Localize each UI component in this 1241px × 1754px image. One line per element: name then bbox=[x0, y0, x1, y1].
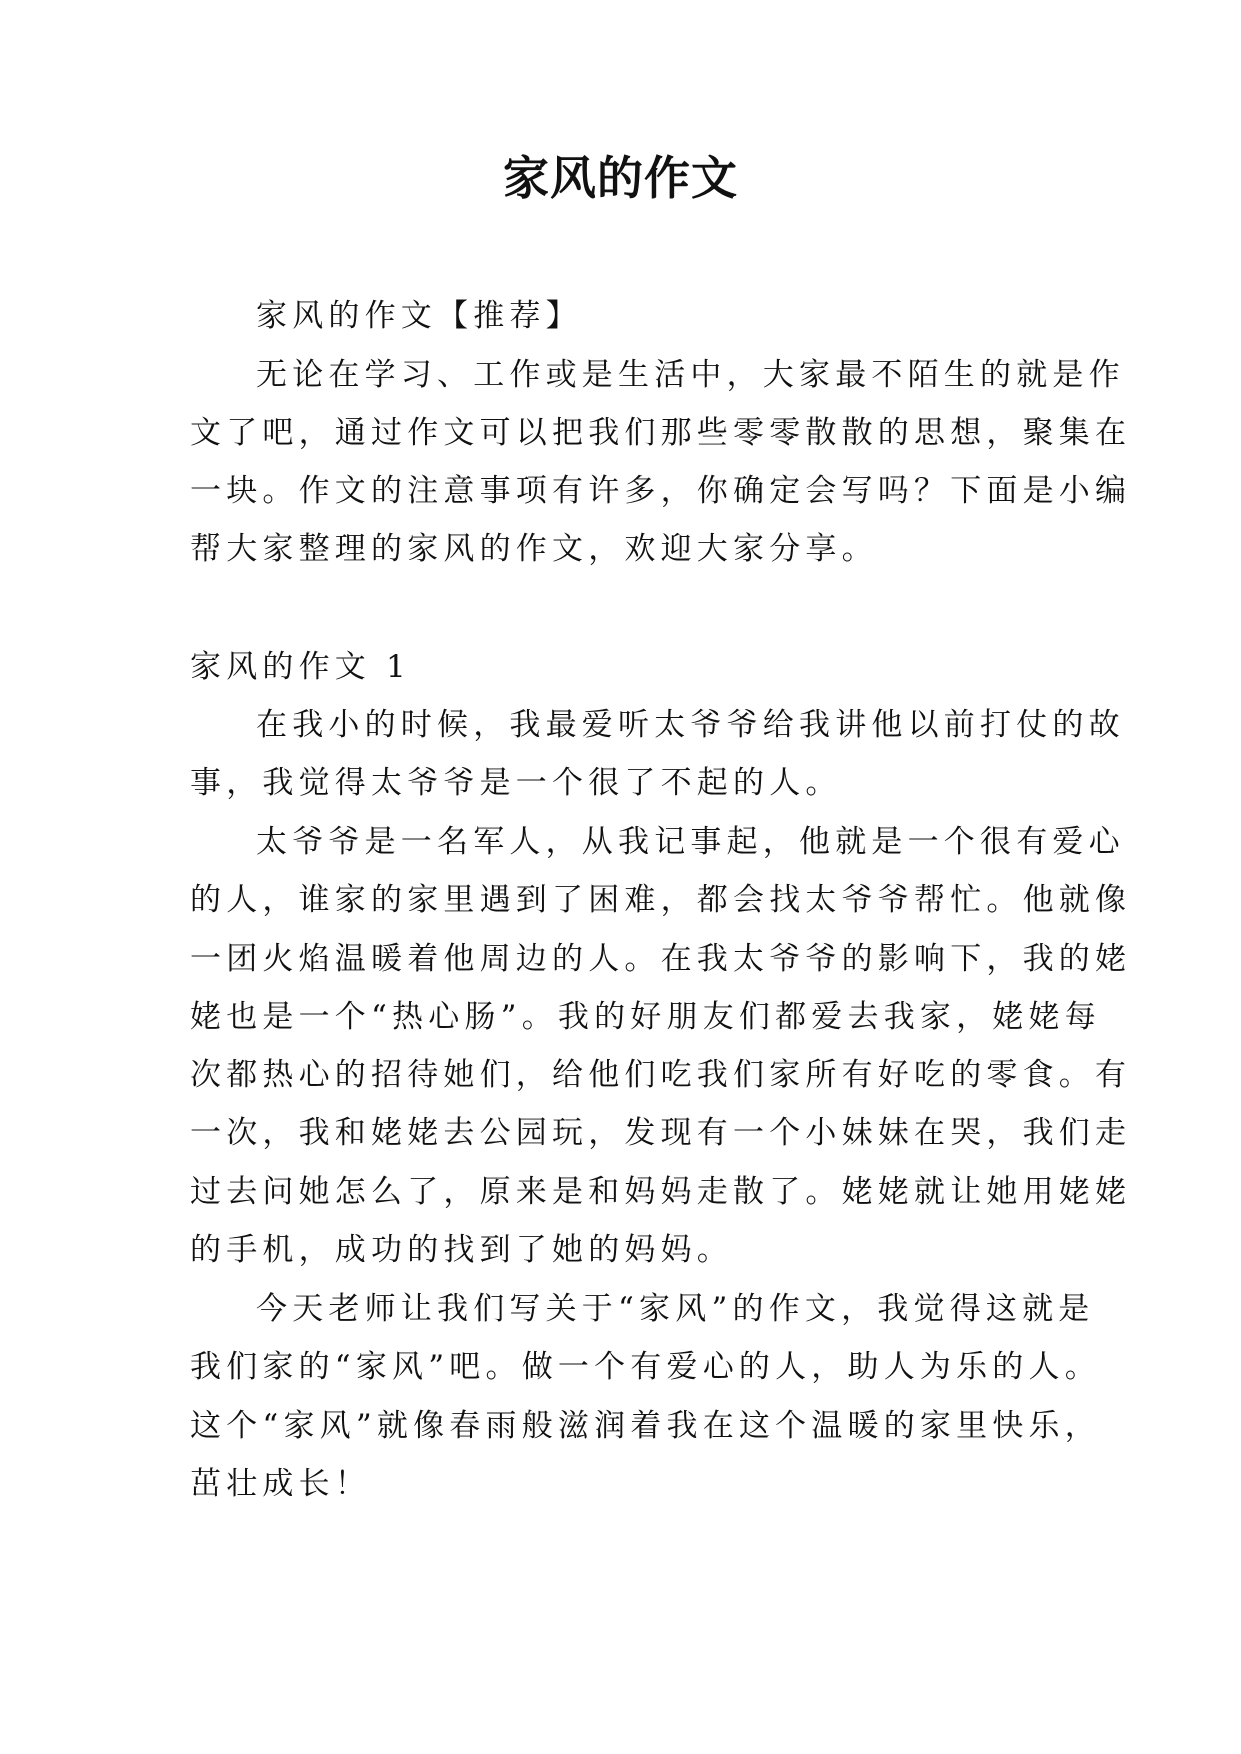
intro-paragraph-line: 帮大家整理的家风的作文，欢迎大家分享。 bbox=[190, 531, 878, 567]
essay-paragraph-line: 过去问她怎么了，原来是和妈妈走散了。姥姥就让她用姥姥 bbox=[190, 1174, 1132, 1210]
essay-paragraph-line: 这个“家风”就像春雨般滋润着我在这个温暖的家里快乐， bbox=[190, 1408, 1101, 1444]
intro-paragraph-line: 一块。作文的注意事项有许多，你确定会写吗？下面是小编 bbox=[190, 473, 1132, 509]
essay-paragraph-line: 在我小的时候，我最爱听太爷爷给我讲他以前打仗的故 bbox=[256, 707, 1125, 743]
essay-paragraph-line: 事，我觉得太爷爷是一个很了不起的人。 bbox=[190, 765, 842, 801]
intro-subtitle: 家风的作文【推荐】 bbox=[256, 298, 582, 334]
essay-paragraph-line: 次都热心的招待她们，给他们吃我们家所有好吃的零食。有 bbox=[190, 1057, 1132, 1093]
intro-paragraph-line: 文了吧，通过作文可以把我们那些零零散散的思想，聚集在 bbox=[190, 415, 1132, 451]
essay-paragraph-line: 我们家的“家风”吧。做一个有爱心的人，助人为乐的人。 bbox=[190, 1349, 1101, 1385]
essay-paragraph-line: 姥也是一个“热心肠”。我的好朋友们都爱去我家，姥姥每 bbox=[190, 999, 1101, 1035]
essay-paragraph-line: 一次，我和姥姥去公园玩，发现有一个小妹妹在哭，我们走 bbox=[190, 1115, 1132, 1151]
essay-paragraph-line: 茁壮成长！ bbox=[190, 1466, 371, 1502]
essay-paragraph-line: 的人，谁家的家里遇到了困难，都会找太爷爷帮忙。他就像 bbox=[190, 882, 1132, 918]
essay-paragraph-line: 今天老师让我们写关于“家风”的作文，我觉得这就是 bbox=[256, 1291, 1095, 1327]
document-title: 家风的作文 bbox=[503, 151, 738, 205]
essay-paragraph-line: 的手机，成功的找到了她的妈妈。 bbox=[190, 1232, 733, 1268]
essay-heading: 家风的作文 1 bbox=[190, 649, 411, 685]
essay-paragraph-line: 太爷爷是一名军人，从我记事起，他就是一个很有爱心 bbox=[256, 824, 1125, 860]
essay-paragraph-line: 一团火焰温暖着他周边的人。在我太爷爷的影响下，我的姥 bbox=[190, 941, 1132, 977]
intro-paragraph-line: 无论在学习、工作或是生活中，大家最不陌生的就是作 bbox=[256, 357, 1125, 393]
